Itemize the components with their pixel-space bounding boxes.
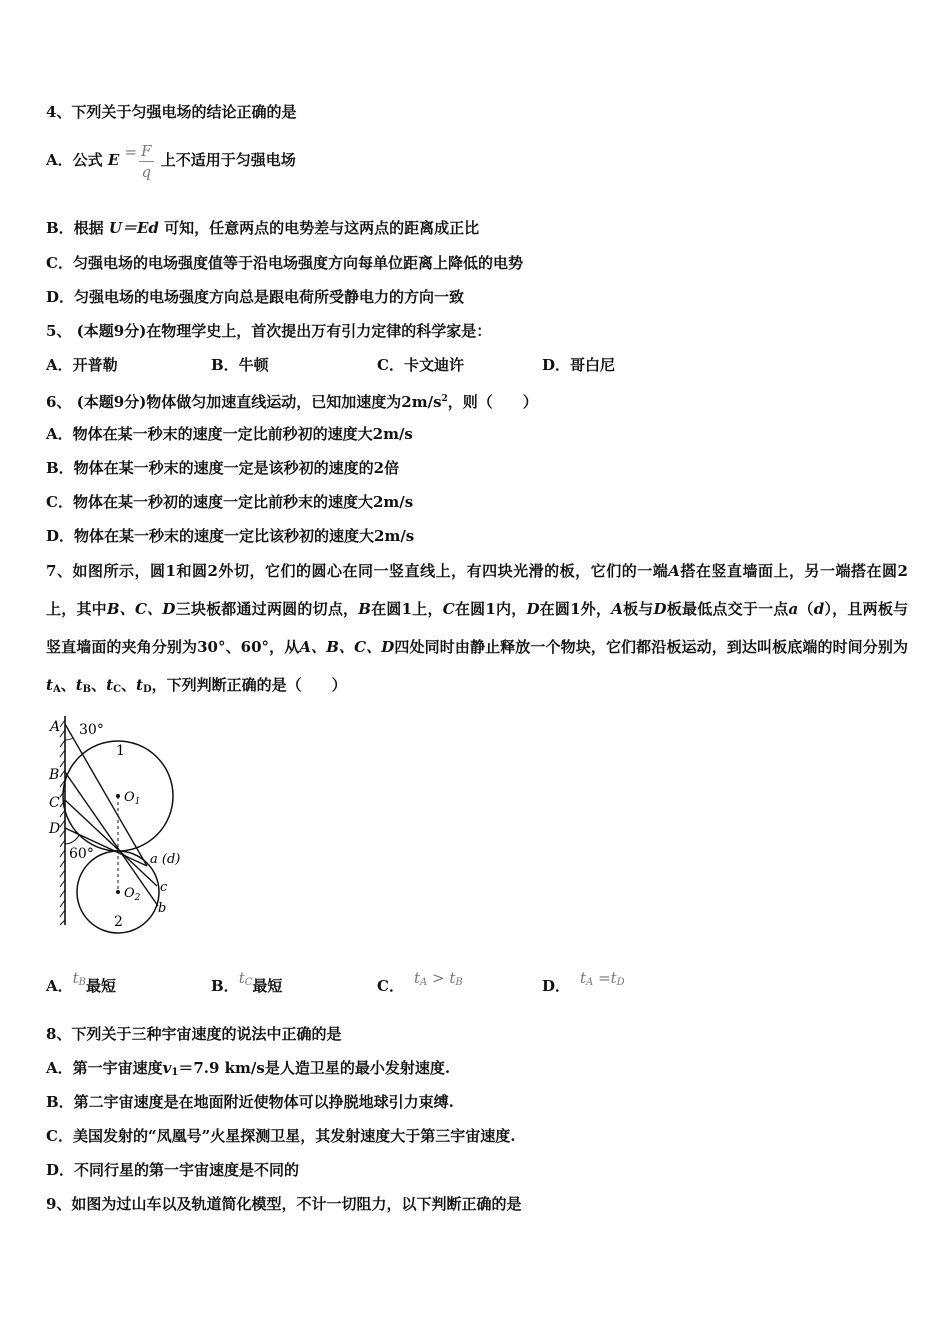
q7-text-3: 三块板都通过两圆的切点， [175,600,359,618]
q7-t: t [46,676,53,694]
q7-var-a2: A [611,600,623,618]
q7-var-point-d: d [813,600,825,618]
q4-formula-numerator: F [141,141,152,160]
q7-option-a-math: $t_B$ [72,969,87,988]
q6-option-c: C．物体在某一秒初的速度一定比前秒末的速度大2m/s [46,493,414,511]
q4-option-c: C．匀强电场的电场强度值等于沿电场强度方向每单位距离上降低的电势 [46,254,523,272]
q4-option-b-formula: U＝Ed [108,219,159,237]
q7-text-1: 7、如图所示，圆1和圆2外切，它们的圆心在同一竖直线上，有四块光滑的板，它们的一端 [46,562,669,580]
label-30deg: 30° [79,722,104,738]
q4-option-b [46,218,479,238]
q7-option-d-math: $t_A =t_D$ [580,969,625,988]
q9-stem: 9、如图为过山车以及轨道简化模型，不计一切阻力，以下判断正确的是 [46,1195,522,1213]
q4-option-a-label: A．公式 [46,151,103,169]
q4-option-a-text: 上不适用于匀强电场 [160,151,296,169]
q4-option-b-label: B．根据 [46,219,104,237]
q7-sep: 、 [60,676,76,694]
q7-text-7: 板与 [622,600,654,618]
board-b [65,772,158,906]
q6-stem-end: ，则（ ） [447,393,538,411]
q7-option-a-text: 最短 [86,977,117,995]
q7-t: t [136,676,143,694]
q7-option-b [211,968,377,1009]
q8-option-a-label: A．第一宇宙速度 [46,1059,163,1077]
q7-text-4: 在圆1上， [370,600,443,618]
q7-option-b-math: $t_C$ [238,969,253,988]
q4-formula-fraction [139,141,153,182]
center-o2-dot [116,890,120,894]
q7-option-a [46,968,211,1009]
q7-option-d-label: D． [542,977,571,995]
q8-option-c: C．美国发射的“凤凰号”火星探测卫星，其发射速度大于第三宇宙速度. [46,1127,516,1145]
center-o1-dot [116,794,120,798]
q7-t: t [75,676,83,694]
q8-option-a-var: v [162,1059,172,1077]
q7-option-c [377,968,542,1009]
label-circle-2: 2 [114,914,123,930]
label-D: D [49,821,61,837]
q7-var-bcd: B、C、D [106,600,176,618]
label-b: b [158,901,167,916]
q7-option-c-math: $t_A > t_B$ [413,969,463,988]
q6-stem-superscript: 2 [441,394,448,404]
q7-text-6: 在圆1外， [539,600,612,618]
q7-option-b-label: B． [211,977,239,995]
q7-text-11: 四处同时由静止释放一个物块，它们都沿板运动，到达叫板底端的时间分别为 [394,638,909,656]
board-c [65,800,157,886]
q4-option-a [46,140,296,182]
q4-option-d: D．匀强电场的电场强度方向总是跟电荷所受静电力的方向一致 [46,288,465,306]
q8-option-a [46,1058,450,1083]
q4-stem: 4、下列关于匀强电场的结论正确的是 [46,103,297,121]
q7-var-d2: D [653,600,667,618]
label-c: c [160,880,168,895]
label-a-d: a (d) [150,852,181,867]
q7-var-c: C [442,600,455,618]
label-A: A [50,719,61,735]
q7-text-2: 搭在竖直墙面上，另一端搭在圆2上，其中 [46,562,908,618]
q7-options [46,968,625,1004]
label-60deg: 60° [69,846,94,862]
q8-option-a-text: ＝7.9 km/s是人造卫星的最小发射速度. [178,1059,451,1077]
q7-var-a: A [668,562,680,580]
q7-option-d [542,968,625,1009]
q5-option-c: C．卡文迪许 [377,356,464,374]
q8-stem: 8、下列关于三种宇宙速度的说法中正确的是 [46,1025,342,1043]
q7-sep: 、 [121,676,137,694]
label-o2: $O_2$ [124,886,141,903]
q5-options [46,355,615,375]
angle-30-arc [65,738,73,740]
q7-var-b: B [358,600,371,618]
q7-t-sub-c: C [113,684,122,695]
q5-option-b: B．牛顿 [211,356,269,374]
q4-formula-denominator: q [141,162,152,181]
q7-var-abcd: A、B、C、D [299,638,395,656]
q6-option-b: B．物体在某一秒末的速度一定是该秒初的速度的2倍 [46,459,400,477]
q7-option-a-label: A． [46,977,73,995]
label-circle-1: 1 [116,743,125,759]
label-o1: $O_1$ [124,790,141,807]
q7-option-b-text: 最短 [252,977,283,995]
q6-option-a: A．物体在某一秒末的速度一定比前秒初的速度大2m/s [46,425,413,443]
label-B: B [49,767,60,783]
q5-option-a: A．开普勒 [46,356,118,374]
q7-text-5: 在圆1内， [454,600,527,618]
q7-t: t [106,676,114,694]
angle-60-arc [65,835,79,844]
q7-var-d: D [526,600,540,618]
q7-t-sub-b: B [82,684,92,695]
q7-text-10: ），且两板与竖直墙面的夹角分别为30°、60°，从 [46,600,909,656]
q7-sep: 、 [91,676,107,694]
q7-option-c-label: C． [377,977,404,995]
q7-t-sub-a: A [52,684,61,695]
q5-stem: 5、 (本题9分)在物理学史上，首次提出万有引力定律的科学家是： [46,322,492,340]
q4-formula-var: E [107,151,120,169]
q7-stem [46,552,908,709]
q7-t-sub-d: D [142,684,152,695]
q8-option-b: B．第二宇宙速度是在地面附近使物体可以挣脱地球引力束缚. [46,1093,454,1111]
board-a [65,724,147,866]
q6-stem [46,389,538,412]
q4-formula-eq: = [124,143,138,161]
q8-option-d: D．不同行星的第一宇宙速度是不同的 [46,1161,300,1179]
q8-option-a-sub: 1 [171,1067,179,1078]
label-C: C [49,795,60,811]
q6-stem-text: 6、 (本题9分)物体做匀加速直线运动，已知加速度为2m/s [46,393,442,411]
q7-text-12: ，下列判断正确的是（ ） [151,676,347,694]
q7-figure [44,710,194,935]
q5-option-d: D．哥白尼 [542,356,616,374]
q6-option-d: D．物体在某一秒末的速度一定比该秒初的速度大2m/s [46,527,415,545]
q7-text-9: （ [798,600,814,618]
q4-option-b-text: 可知，任意两点的电势差与这两点的距离成正比 [164,219,480,237]
q7-text-8: 板最低点交于一点 [666,600,789,618]
q7-var-point-a: a [788,600,799,618]
